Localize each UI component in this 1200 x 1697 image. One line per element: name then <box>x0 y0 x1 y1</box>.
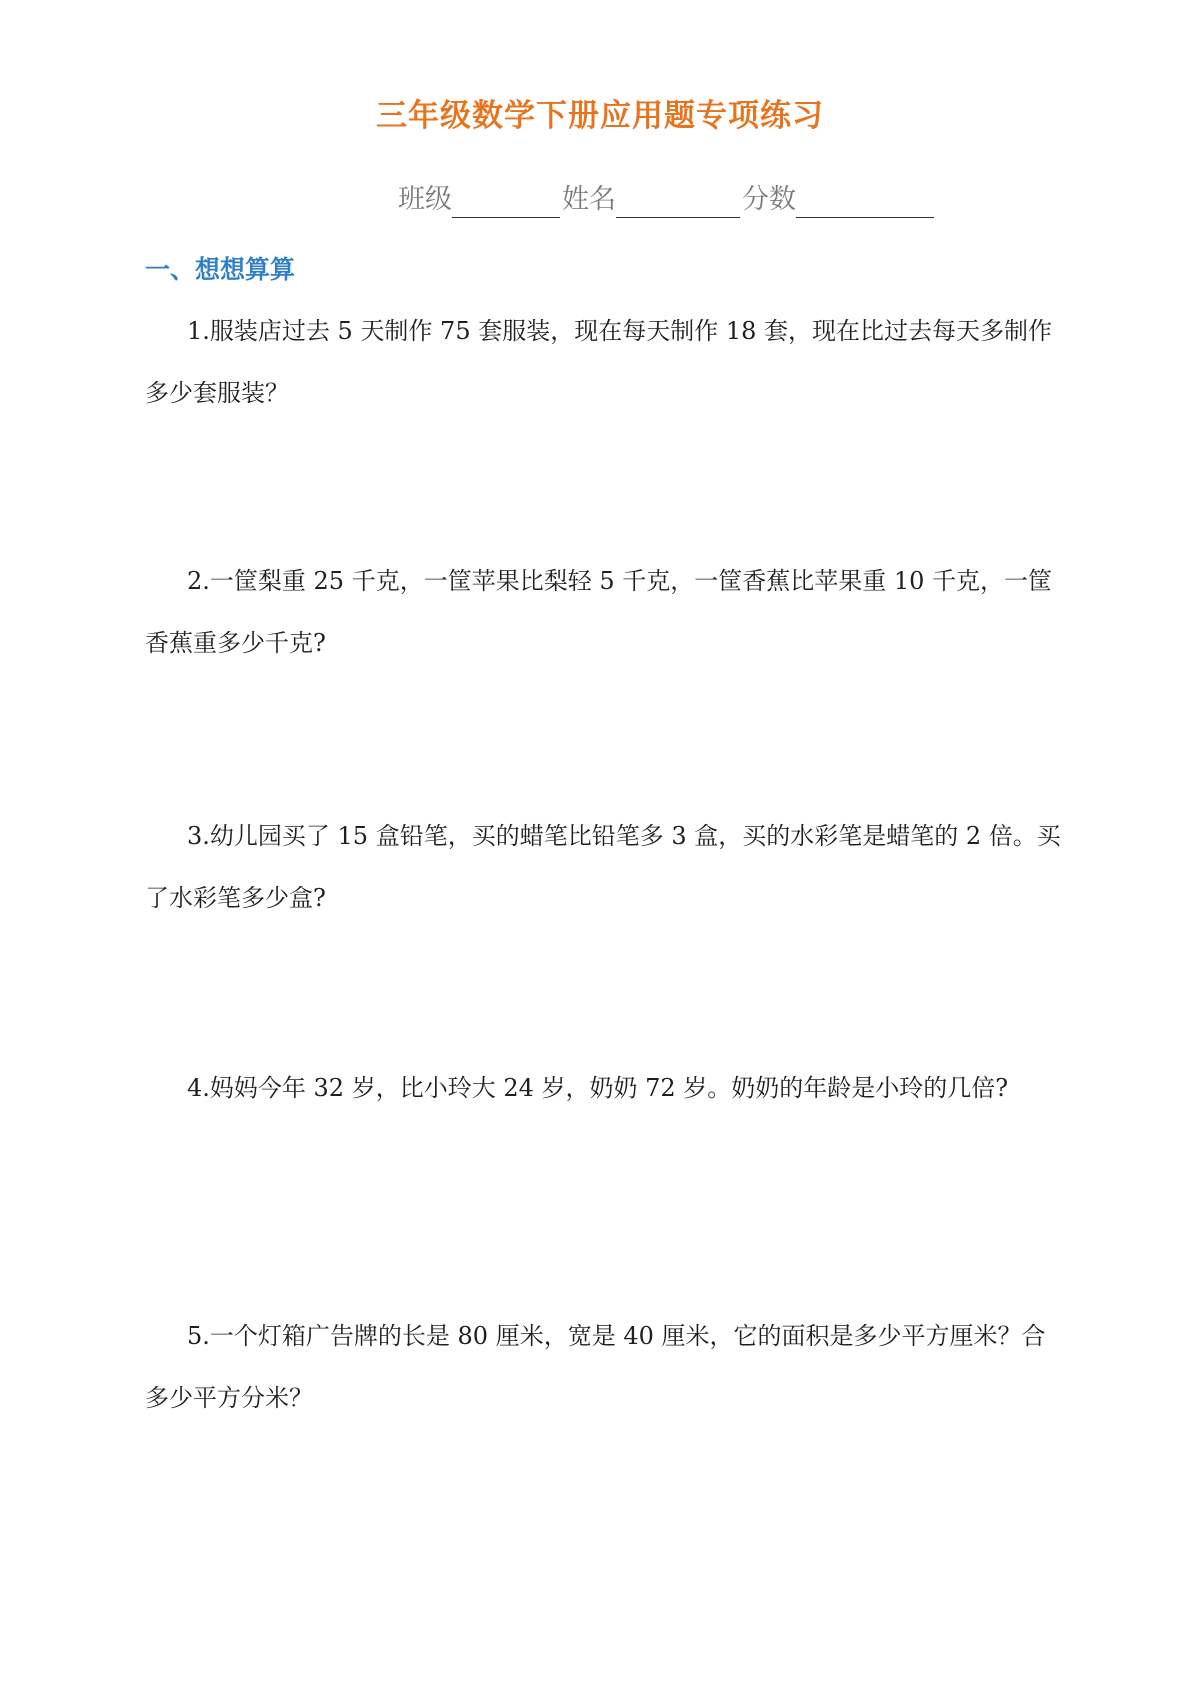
problem-5: 5.一个灯箱广告牌的长是 80 厘米，宽是 40 厘米，它的面积是多少平方厘米？合多少平方分米？ <box>145 1322 1046 1412</box>
name-blank[interactable] <box>616 183 740 218</box>
name-label: 姓名 <box>562 184 616 215</box>
class-label: 班级 <box>398 184 452 215</box>
section-title: 一、想想算算 <box>145 255 296 284</box>
problem-4: 4.妈妈今年 32 岁，比小玲大 24 岁，奶奶 72 岁。奶奶的年龄是小玲的几倍? <box>187 1074 1009 1102</box>
problem-1: 1.服装店过去 5 天制作 75 套服装，现在每天制作 18 套，现在比过去每天多制作多少套服装？ <box>145 317 1053 407</box>
class-blank[interactable] <box>452 183 560 218</box>
problem-3: 3.幼儿园买了 15 盒铅笔，买的蜡笔比铅笔多 3 盒，买的水彩笔是蜡笔的 2 倍。买了水彩笔多少盒? <box>145 822 1061 912</box>
score-label: 分数 <box>742 184 796 215</box>
score-blank[interactable] <box>796 183 934 218</box>
page-title: 三年级数学下册应用题专项练习 <box>376 98 824 134</box>
problem-2: 2.一筐梨重 25 千克，一筐苹果比梨轻 5 千克，一筐香蕉比苹果重 10 千克，一筐香蕉重多少千克? <box>145 567 1053 657</box>
student-info-row <box>398 182 936 218</box>
